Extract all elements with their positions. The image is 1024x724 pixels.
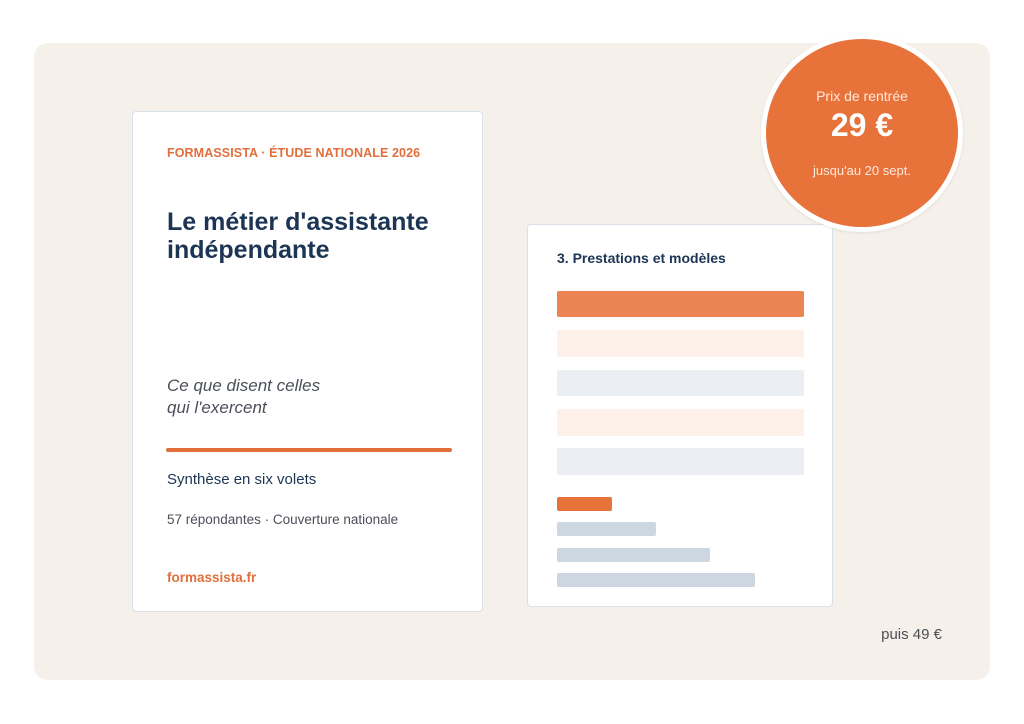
price-badge-deadline: jusqu'au 20 sept. <box>813 163 911 178</box>
preview-heading: 3. Prestations et modèles <box>557 250 726 266</box>
report-cover <box>132 111 483 612</box>
cover-website: formassista.fr <box>167 570 257 585</box>
preview-bar-primary <box>557 291 804 317</box>
price-badge <box>761 34 963 232</box>
preview-line <box>557 522 656 536</box>
cover-subtitle-line-1: Ce que disent celles <box>167 376 321 395</box>
preview-bar-row <box>557 330 804 357</box>
price-badge-price: 29 € <box>830 107 894 143</box>
preview-bar-row <box>557 448 804 475</box>
cover-subtitle <box>167 375 427 419</box>
regular-price: puis 49 € <box>881 626 942 643</box>
cover-eyebrow: FORMASSISTA · ÉTUDE NATIONALE 2026 <box>167 146 421 160</box>
preview-bar-row <box>557 409 804 436</box>
preview-line <box>557 573 755 587</box>
preview-bar-accent <box>557 497 612 511</box>
preview-bar-row <box>557 370 804 396</box>
cover-divider <box>166 448 452 452</box>
cover-meta: 57 répondantes · Couverture nationale <box>167 512 399 527</box>
cover-subtitle-line-2: qui l'exercent <box>167 398 267 417</box>
price-badge-label: Prix de rentrée <box>816 88 908 104</box>
preview-line <box>557 548 710 562</box>
cover-volets: Synthèse en six volets <box>167 471 317 488</box>
cover-title: Le métier d'assistante indépendante <box>167 208 429 264</box>
page-preview <box>527 224 833 607</box>
